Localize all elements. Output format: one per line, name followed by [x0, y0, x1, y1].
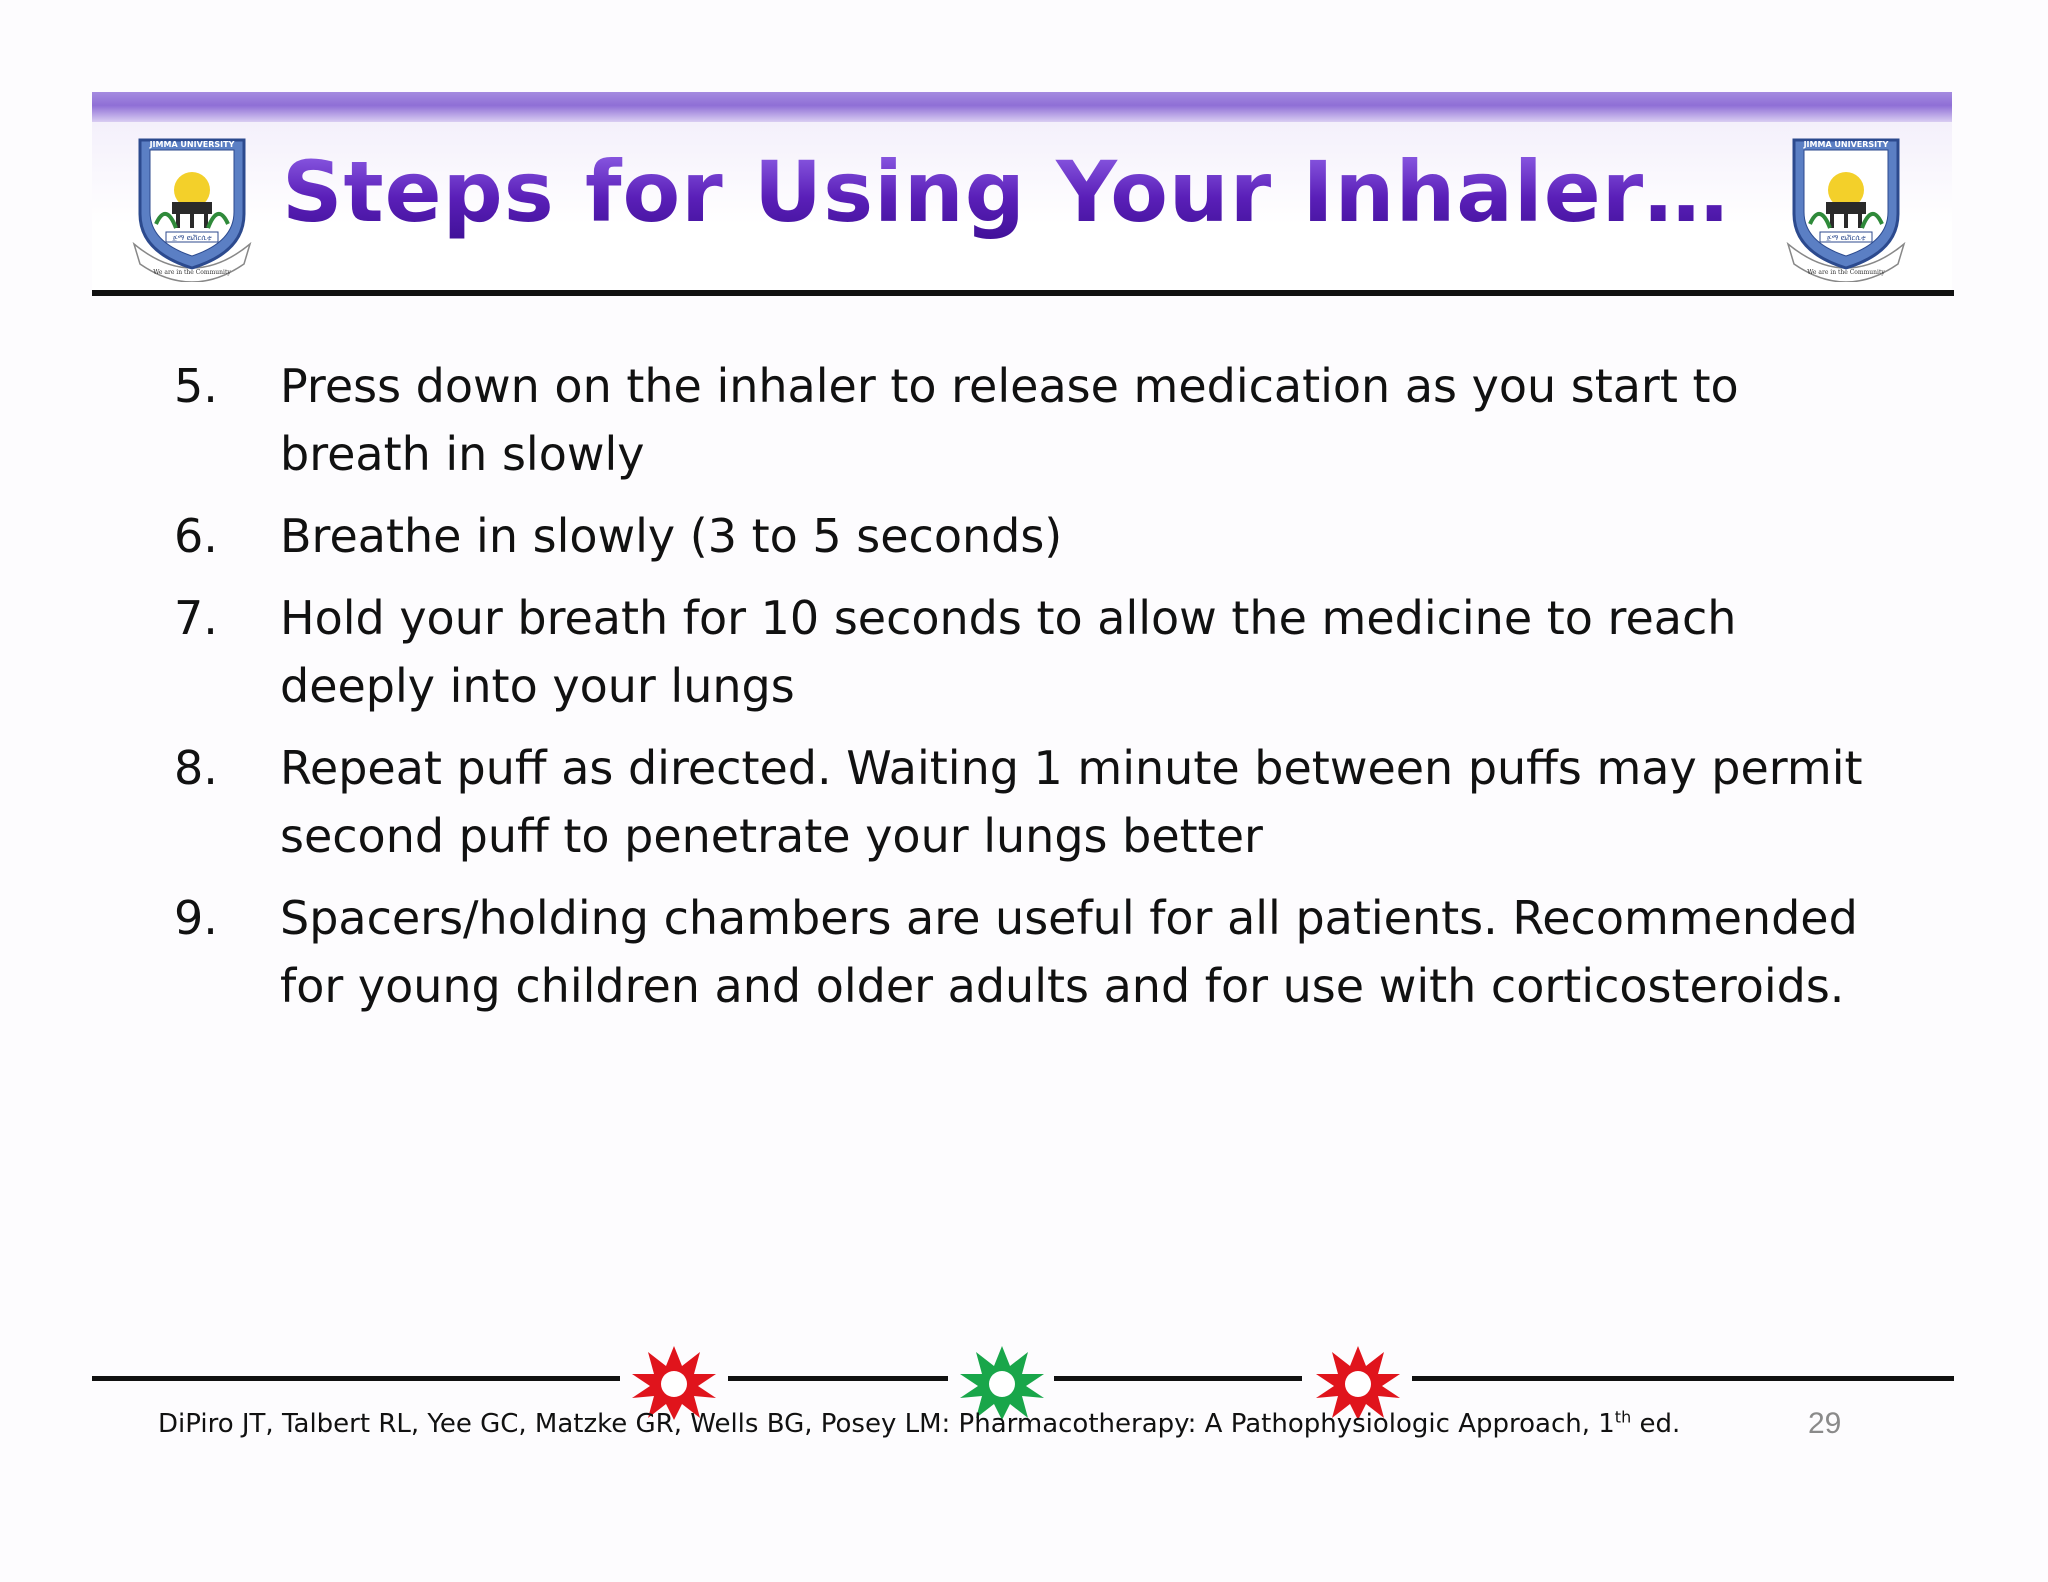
- item-text: Hold your breath for 10 seconds to allow the medicine to reach deeply into your lungs: [280, 591, 1737, 713]
- steps-list: [170, 352, 1890, 1034]
- footer-line: [1054, 1376, 1302, 1381]
- header-divider: [92, 290, 1954, 296]
- citation-text: DiPiro JT, Talbert RL, Yee GC, Matzke GR, Wells BG, Posey LM: Pharmacotherapy: A Pathophysiologic Approach, 1: [158, 1409, 1615, 1439]
- item-number: 6.: [174, 509, 218, 563]
- logo-banner-text: ጅማ ዩኒቨርሲቲ: [172, 234, 212, 242]
- logo-top-text: JIMMA UNIVERSITY: [149, 140, 235, 149]
- citation-superscript: th: [1614, 1407, 1632, 1427]
- list-item: [170, 884, 1890, 1020]
- slide-title: Steps for Using Your Inhaler…: [282, 138, 1729, 246]
- item-number: 7.: [174, 591, 218, 645]
- item-text: Repeat puff as directed. Waiting 1 minute between puffs may permit second puff to penetrate your lungs better: [280, 741, 1863, 863]
- item-number: 5.: [174, 359, 218, 413]
- footer-line: [728, 1376, 948, 1381]
- citation-end: ed.: [1631, 1409, 1681, 1439]
- item-text: Press down on the inhaler to release medication as you start to breath in slowly: [280, 359, 1739, 481]
- list-item: [170, 352, 1890, 488]
- item-text: Spacers/holding chambers are useful for all patients. Recommended for young children and older adults and for use with corticosteroids.: [280, 891, 1858, 1013]
- logo-banner-text: ጅማ ዩኒቨርሲቲ: [1826, 234, 1866, 242]
- footer-line: [92, 1376, 620, 1381]
- item-number: 9.: [174, 891, 218, 945]
- jimma-university-logo-right: [1780, 132, 1912, 282]
- jimma-university-logo-left: [126, 132, 258, 282]
- header-band: [92, 92, 1952, 122]
- footer-line: [1412, 1376, 1954, 1381]
- list-item: [170, 584, 1890, 720]
- logo-top-text: JIMMA UNIVERSITY: [1803, 140, 1889, 149]
- logo-motto-text: We are in the Community: [153, 269, 231, 276]
- item-text: Breathe in slowly (3 to 5 seconds): [280, 509, 1063, 563]
- item-number: 8.: [174, 741, 218, 795]
- logo-motto-text: We are in the Community: [1807, 269, 1885, 276]
- page-number: 29: [1808, 1407, 1842, 1440]
- list-item: [170, 502, 1890, 570]
- list-item: [170, 734, 1890, 870]
- citation: [158, 1406, 1680, 1442]
